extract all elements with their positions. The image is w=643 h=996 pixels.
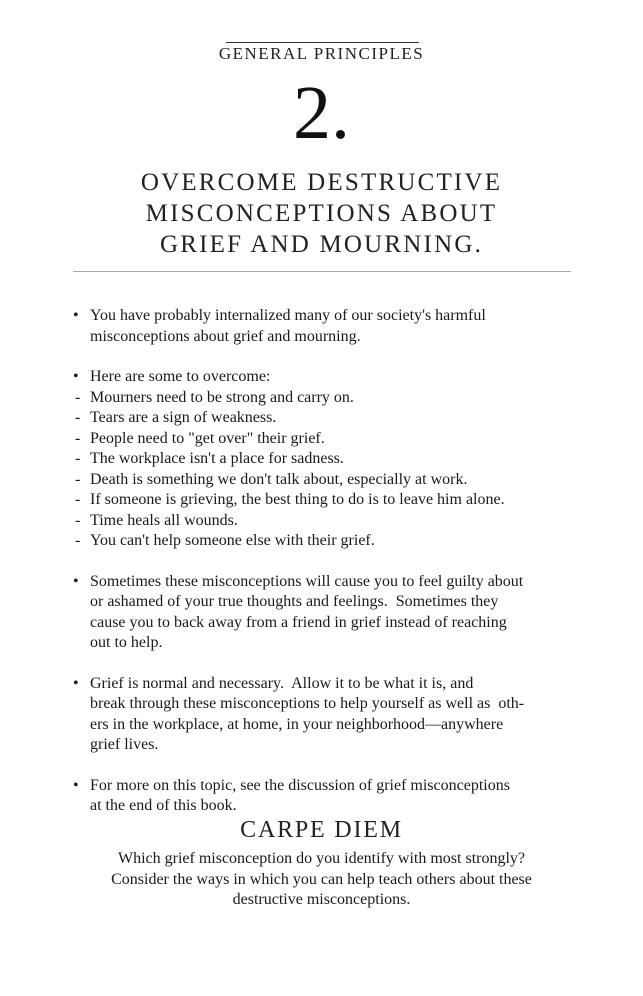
chapter-title-line: OVERCOME DESTRUCTIVE xyxy=(140,169,503,196)
text-line: out to help. xyxy=(90,634,163,651)
list-item-text: If someone is grieving, the best thing to do is to leave him alone. xyxy=(90,491,505,508)
title-divider xyxy=(73,271,571,272)
list-item xyxy=(75,470,573,491)
text-line: Consider the ways in which you can help teach others about these xyxy=(111,870,532,888)
list-item xyxy=(75,449,573,470)
bullet-paragraph-4 xyxy=(73,674,573,756)
list-item xyxy=(75,388,573,409)
paragraph-text xyxy=(90,306,573,347)
paragraph-text xyxy=(90,776,573,817)
dash-icon: - xyxy=(75,429,81,447)
chapter-title xyxy=(80,167,563,260)
list-item-text: People need to "get over" their grief. xyxy=(90,429,325,447)
list-item xyxy=(75,429,573,450)
dash-icon: - xyxy=(75,450,81,467)
text-line: or ashamed of your true thoughts and feelings. Sometimes they xyxy=(90,593,499,610)
bullet-paragraph-5 xyxy=(73,776,573,817)
bullet-icon: • xyxy=(73,572,79,590)
text-line: Grief is normal and necessary. Allow it to be what it is, and xyxy=(90,674,474,692)
list-item-text: Tears are a sign of weakness. xyxy=(90,409,277,426)
bullet-paragraph-1 xyxy=(73,306,573,347)
text-line: destructive misconceptions. xyxy=(232,891,411,908)
dash-icon: - xyxy=(75,470,81,488)
list-item-text: You can't help someone else with their grief. xyxy=(90,532,375,549)
list-item-text: Death is something we don't talk about, especially at work. xyxy=(90,470,468,488)
bullet-icon: • xyxy=(73,674,79,692)
bullet-icon: • xyxy=(73,307,79,324)
text-line: Sometimes these misconceptions will cause you to feel guilty about xyxy=(90,572,524,590)
chapter-title-line: GRIEF AND MOURNING. xyxy=(159,231,484,258)
bullet-icon: • xyxy=(73,776,79,794)
text-line: ers in the workplace, at home, in your neighborhood—anywhere xyxy=(90,715,504,733)
text-line: misconceptions about grief and mourning. xyxy=(90,327,361,345)
dash-icon: - xyxy=(75,388,81,406)
text-line: Which grief misconception do you identify with most strongly? xyxy=(117,850,526,867)
text-line: break through these misconceptions to help yourself as well as oth- xyxy=(90,695,525,712)
section-label: GENERAL PRINCIPLES xyxy=(218,44,425,63)
header-rule xyxy=(226,42,419,43)
list-item xyxy=(75,408,573,429)
text-line: cause you to back away from a friend in grief instead of reaching xyxy=(90,613,507,631)
dash-icon: - xyxy=(75,491,81,508)
list-item-text: Mourners need to be strong and carry on. xyxy=(90,388,354,406)
paragraph-text xyxy=(90,367,573,388)
dash-icon: - xyxy=(75,532,81,549)
text-line: You have probably internalized many of our society's harmful xyxy=(90,307,486,324)
text-line: Here are some to overcome: xyxy=(90,368,271,385)
list-item-text: The workplace isn't a place for sadness. xyxy=(90,450,344,467)
list-item-text: Time heals all wounds. xyxy=(90,511,238,529)
text-line: at the end of this book. xyxy=(90,797,237,814)
bullet-icon: • xyxy=(73,368,79,385)
list-item xyxy=(75,511,573,532)
paragraph-text xyxy=(90,572,573,654)
chapter-number: 2. xyxy=(293,71,350,155)
list-item xyxy=(75,531,573,552)
bullet-paragraph-3 xyxy=(73,572,573,654)
dash-icon: - xyxy=(75,409,81,426)
misconception-list xyxy=(75,388,573,552)
text-line: For more on this topic, see the discussion of grief misconceptions xyxy=(90,776,510,794)
chapter-title-lines xyxy=(80,167,563,260)
carpe-diem-text xyxy=(60,849,583,911)
paragraph-text xyxy=(90,674,573,756)
principle-content xyxy=(73,306,573,837)
bullet-paragraph-2 xyxy=(73,367,573,552)
text-line: grief lives. xyxy=(90,736,159,753)
list-item xyxy=(75,490,573,511)
dash-icon: - xyxy=(75,511,81,529)
carpe-diem-heading: CARPE DIEM xyxy=(240,817,403,843)
chapter-title-line: MISCONCEPTIONS ABOUT xyxy=(145,200,498,227)
